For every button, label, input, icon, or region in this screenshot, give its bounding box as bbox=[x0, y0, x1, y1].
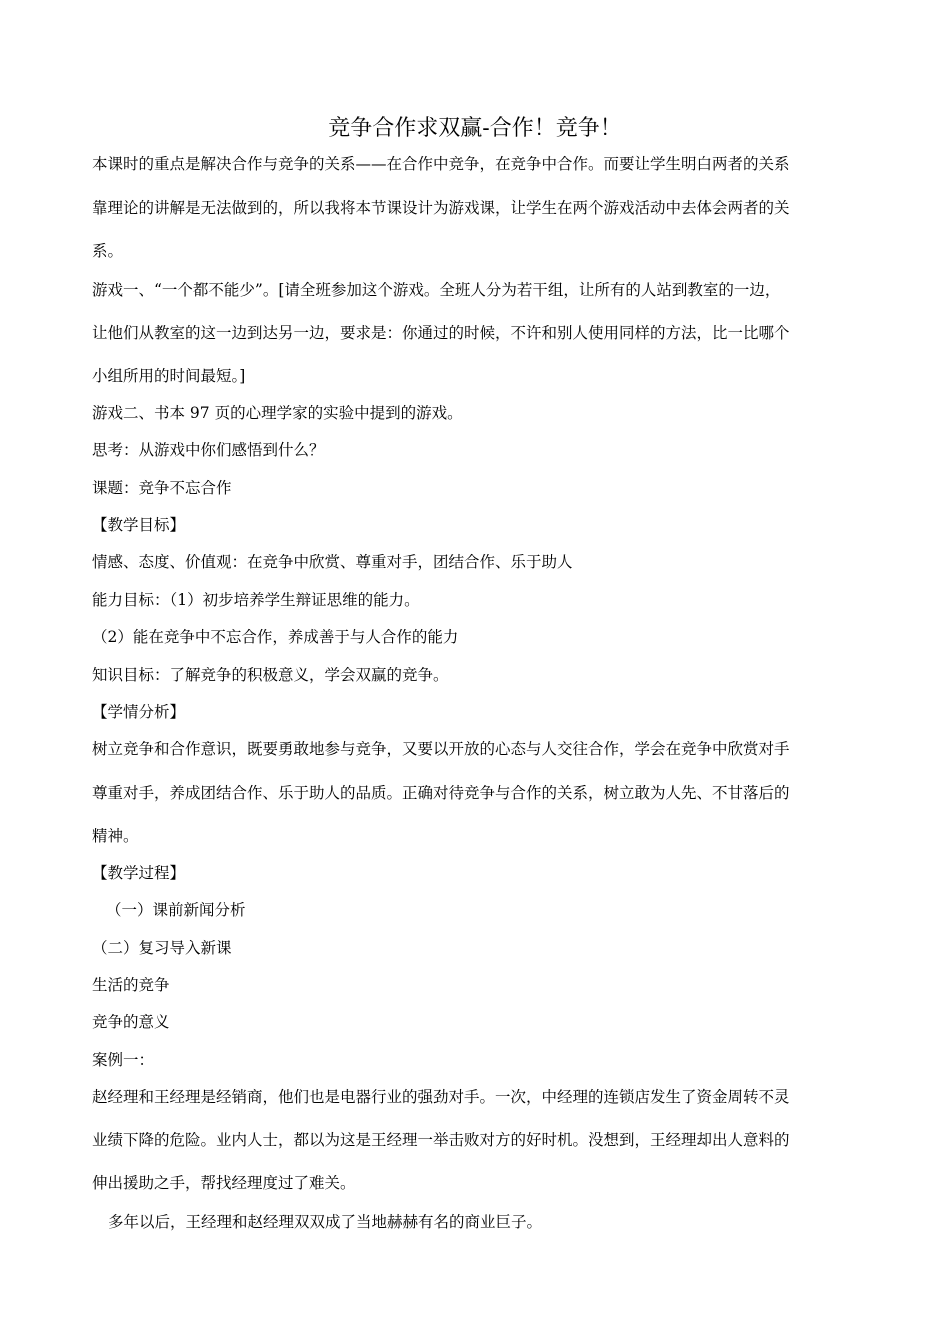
paragraph-line: 精神。 bbox=[92, 827, 139, 845]
paragraph-line: 多年以后，王经理和赵经理双双成了当地赫赫有名的商业巨子。 bbox=[108, 1213, 543, 1231]
paragraph-line: 尊重对手，养成团结合作、乐于助人的品质。正确对待竞争与合作的关系，树立敢为人先、不甘落后的 bbox=[92, 784, 790, 802]
paragraph-line: 树立竞争和合作意识，既要勇敢地参与竞争，又要以开放的心态与人交往合作，学会在竞争中欣赏对手 bbox=[92, 740, 790, 758]
paragraph-line: 系。 bbox=[92, 242, 124, 260]
paragraph-line: 小组所用的时间最短。] bbox=[92, 367, 246, 385]
paragraph-line: 竞争的意义 bbox=[92, 1013, 170, 1031]
paragraph-line: 本课时的重点是解决合作与竞争的关系——在合作中竞争，在竞争中合作。而要让学生明白两者的关系 bbox=[92, 155, 790, 173]
paragraph-line: 游戏一、“一个都不能少”。[请全班参加这个游戏。全班人分为若干组，让所有的人站到教室的一边， bbox=[92, 281, 781, 299]
paragraph-line: （二）复习导入新课 bbox=[92, 939, 232, 957]
paragraph-line: 课题：竞争不忘合作 bbox=[92, 479, 232, 497]
paragraph-line: （一）课前新闻分析 bbox=[106, 901, 246, 919]
paragraph-line: 业绩下降的危险。业内人士，都以为这是王经理一举击败对方的好时机。没想到，王经理却出人意料的 bbox=[92, 1131, 790, 1149]
paragraph-line: （2）能在竞争中不忘合作，养成善于与人合作的能力 bbox=[92, 628, 459, 646]
paragraph-line: 生活的竞争 bbox=[92, 976, 170, 994]
paragraph-line: 靠理论的讲解是无法做到的，所以我将本节课设计为游戏课，让学生在两个游戏活动中去体会两者的关 bbox=[92, 199, 790, 217]
paragraph-line: 让他们从教室的这一边到达另一边，要求是：你通过的时候，不许和别人使用同样的方法，比一比哪个 bbox=[92, 324, 790, 342]
paragraph-line: 伸出援助之手，帮找经理度过了难关。 bbox=[92, 1174, 356, 1192]
paragraph-line: 思考：从游戏中你们感悟到什么？ bbox=[92, 441, 325, 459]
paragraph-line: 游戏二、书本 97 页的心理学家的实验中提到的游戏。 bbox=[92, 404, 463, 422]
paragraph-line: 情感、态度、价值观：在竞争中欣赏、尊重对手，团结合作、乐于助人 bbox=[92, 553, 573, 571]
section-heading: 【教学目标】 bbox=[92, 516, 186, 534]
paragraph-line: 案例一： bbox=[92, 1051, 155, 1069]
paragraph-line: 赵经理和王经理是经销商，他们也是电器行业的强劲对手。一次，中经理的连锁店发生了资金周转不灵 bbox=[92, 1088, 790, 1106]
paragraph-line: 能力目标：（1）初步培养学生辩证思维的能力。 bbox=[92, 591, 420, 609]
section-heading: 【教学过程】 bbox=[92, 864, 186, 882]
document-title: 竞争合作求双赢-合作！竞争！ bbox=[328, 116, 622, 141]
paragraph-line: 知识目标：了解竞争的积极意义，学会双赢的竞争。 bbox=[92, 666, 449, 684]
section-heading: 【学情分析】 bbox=[92, 703, 186, 721]
